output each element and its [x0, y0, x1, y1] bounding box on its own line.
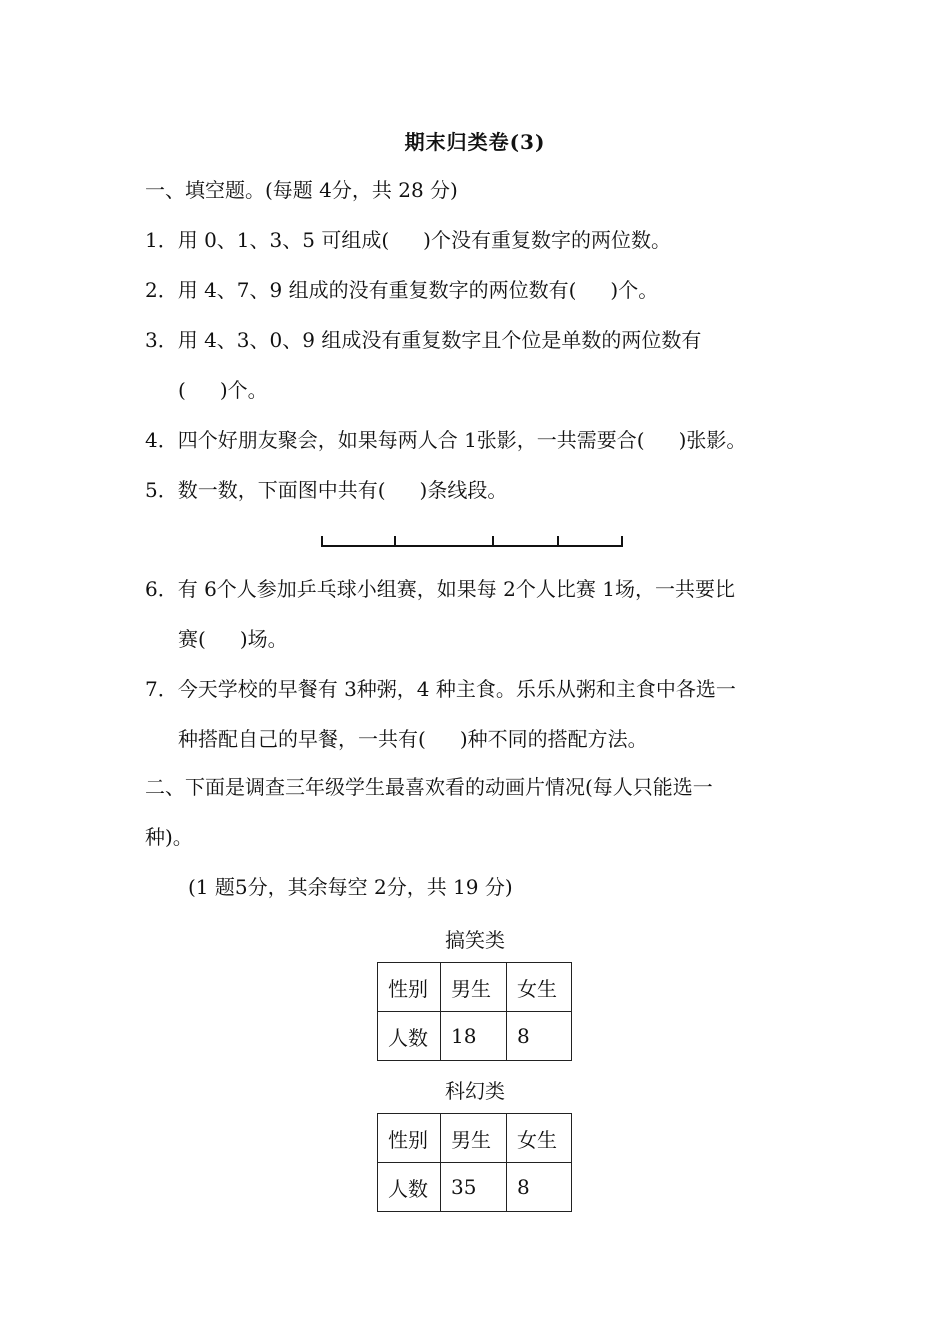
table-cell: 8 — [507, 1012, 572, 1061]
question-2 — [145, 276, 658, 304]
table-cell: 人数 — [378, 1012, 441, 1061]
table-row — [378, 1012, 572, 1061]
table-caption-scifi: 科幻类 — [445, 1079, 505, 1103]
question-2-text: 2．用 4、7、9 组成的没有重复数字的两位数有( — [145, 278, 577, 302]
question-5 — [145, 476, 507, 504]
table-cell: 18 — [441, 1012, 507, 1061]
table-cell: 女生 — [507, 1114, 572, 1163]
comedy-table — [377, 962, 572, 1061]
table-cell: 女生 — [507, 963, 572, 1012]
line-segment-figure — [318, 532, 628, 552]
question-4-text-end: )张影。 — [678, 428, 747, 452]
question-7-text-end: )种不同的搭配方法。 — [459, 727, 648, 751]
question-6-line1: 6．有 6个人参加乒乓球小组赛，如果每 2个人比赛 1场，一共要比 — [145, 577, 735, 601]
table-cell: 人数 — [378, 1163, 441, 1212]
question-3-text: ( — [178, 378, 186, 402]
table-row — [378, 1114, 572, 1163]
question-5-text-end: )条线段。 — [419, 478, 508, 502]
table-cell: 男生 — [441, 963, 507, 1012]
question-3-line1: 3．用 4、3、0、9 组成没有重复数字且个位是单数的两位数有 — [145, 328, 702, 352]
section2-heading: 二、下面是调查三年级学生最喜欢看的动画片情况(每人只能选一 — [145, 775, 713, 799]
section2-heading-cont: 种)。 — [145, 825, 193, 849]
section2-scoring: (1 题5分，其余每空 2分，共 19 分) — [188, 875, 513, 899]
question-6-line2 — [178, 625, 288, 653]
section1-heading: 一、填空题。(每题 4分，共 28 分) — [145, 178, 458, 202]
question-3-line2 — [178, 376, 268, 404]
question-4-text: 4．四个好朋友聚会，如果每两人合 1张影，一共需要合( — [145, 428, 645, 452]
question-3-text-end: )个。 — [219, 378, 268, 402]
table-row — [378, 1163, 572, 1212]
question-6-text: 赛( — [178, 627, 206, 651]
question-7-line1: 7．今天学校的早餐有 3种粥，4 种主食。乐乐从粥和主食中各选一 — [145, 677, 736, 701]
question-2-text-end: )个。 — [610, 278, 659, 302]
table-cell: 性别 — [378, 1114, 441, 1163]
table-cell: 8 — [507, 1163, 572, 1212]
table-cell: 男生 — [441, 1114, 507, 1163]
page-title: 期末归类卷(3) — [404, 130, 546, 154]
table-cell: 性别 — [378, 963, 441, 1012]
question-7-text: 种搭配自己的早餐，一共有( — [178, 727, 426, 751]
scifi-table — [377, 1113, 572, 1212]
question-6-text-end: )场。 — [239, 627, 288, 651]
table-row — [378, 963, 572, 1012]
question-1-text-end: )个没有重复数字的两位数。 — [423, 228, 671, 252]
table-cell: 35 — [441, 1163, 507, 1212]
question-4 — [145, 426, 746, 454]
question-7-line2 — [178, 725, 648, 753]
question-1-text: 1．用 0、1、3、5 可组成( — [145, 228, 390, 252]
table-caption-comedy: 搞笑类 — [445, 928, 505, 952]
question-1 — [145, 226, 671, 254]
question-5-text: 5．数一数，下面图中共有( — [145, 478, 386, 502]
